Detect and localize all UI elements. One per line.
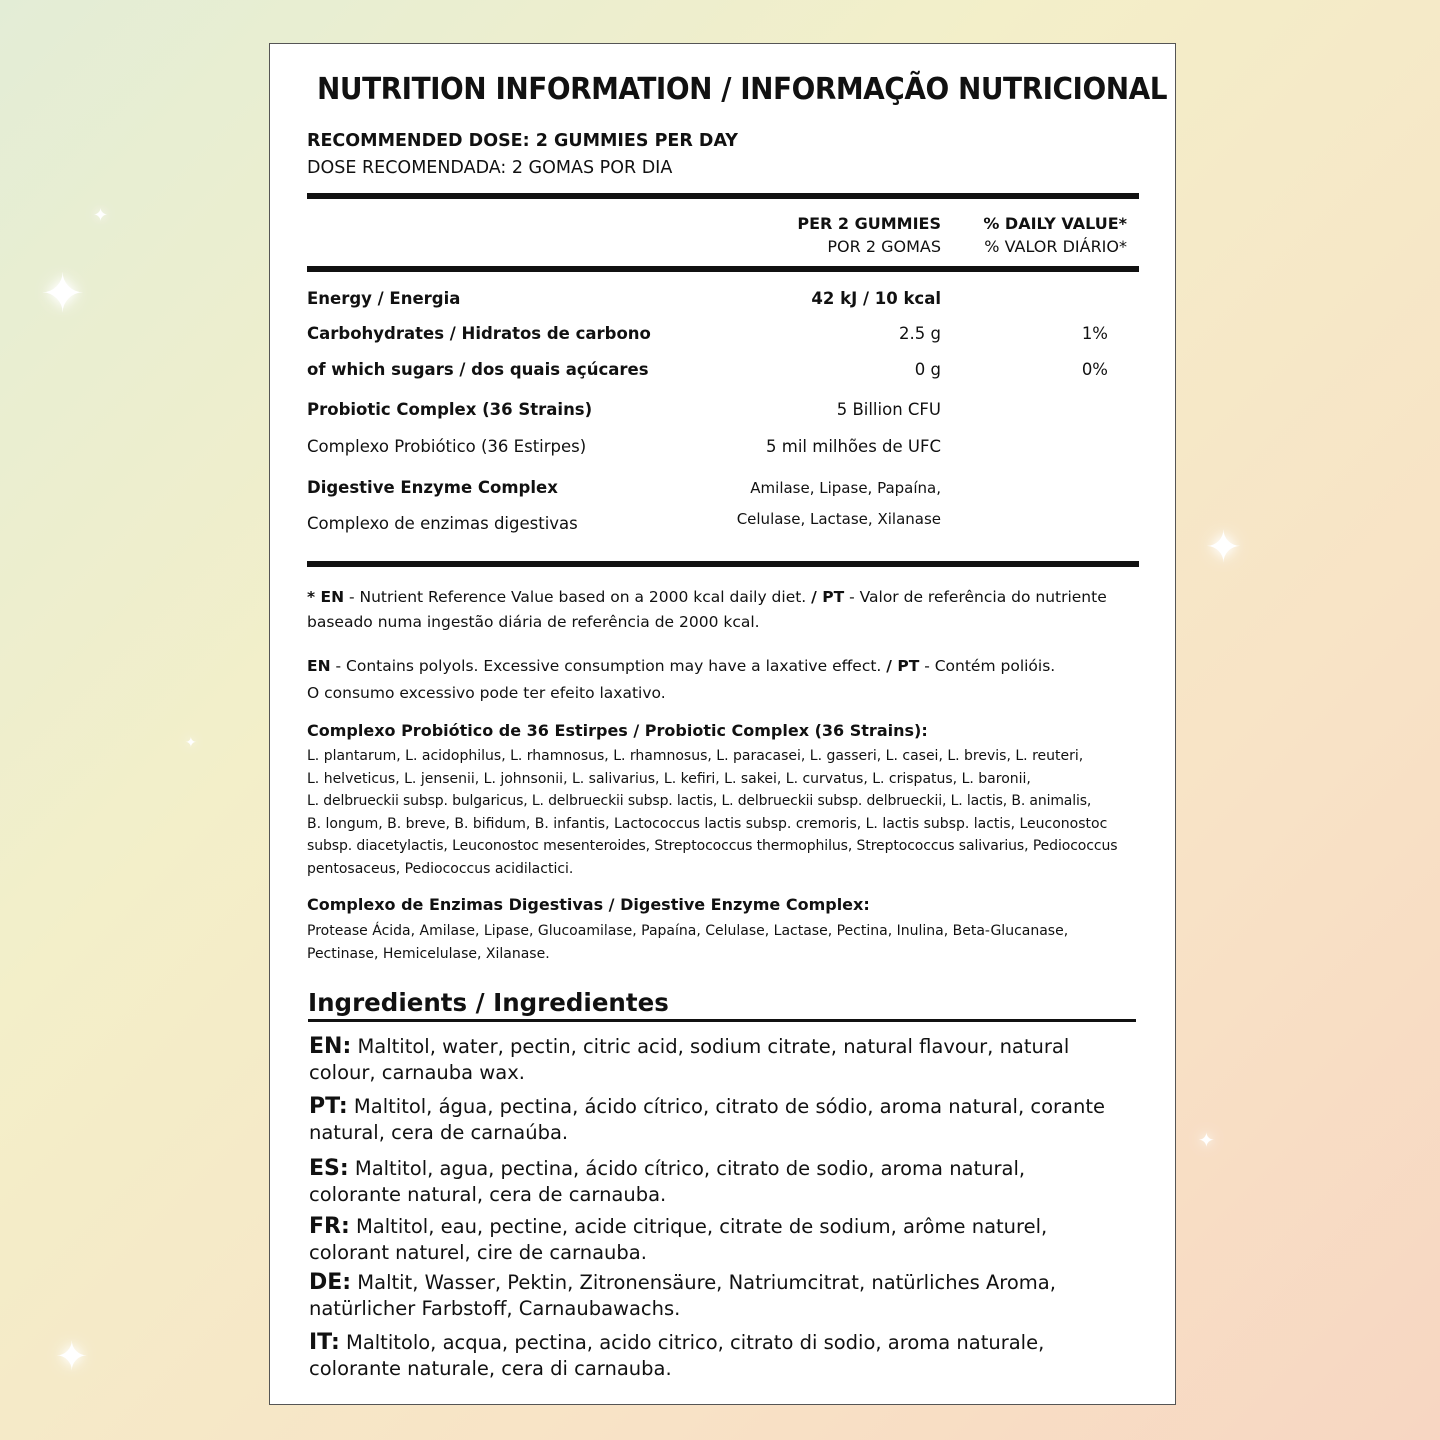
header-dv-en: % DAILY VALUE* (983, 214, 1127, 233)
header-per-serving (797, 212, 941, 258)
enzyme-line: Pectinase, Hemicelulase, Xilanase. (307, 945, 550, 962)
lang-tag-en: EN: (309, 1034, 352, 1059)
ingredients-de (309, 1270, 1109, 1322)
strain-line: B. longum, B. breve, B. bifidum, B. infantis, Lactococcus lactis subsp. cremoris, L. lactis subsp. lactis, Leuconostoc (307, 815, 1108, 832)
lang-tag-fr: FR: (309, 1214, 350, 1239)
row-pct-sugars: 0% (1081, 360, 1108, 379)
row-label-probiotic-pt: Complexo Probiótico (36 Estirpes) (307, 437, 587, 456)
polyols-line2: O consumo excessivo pode ter efeito laxativo. (307, 684, 666, 702)
row-value-probiotic-en: 5 Billion CFU (836, 400, 941, 419)
row-label-enzyme-pt: Complexo de enzimas digestivas (307, 514, 578, 533)
polyols-text-en: - Contains polyols. Excessive consumption may have a laxative effect. (330, 657, 887, 675)
row-label-carbohydrates: Carbohydrates / Hidratos de carbono (307, 324, 651, 343)
strain-line: L. plantarum, L. acidophilus, L. rhamnosus, L. rhamnosus, L. paracasei, L. gasseri, L. casei, L. brevis, L. reuteri, (307, 748, 1084, 764)
ingredients-en (309, 1034, 1109, 1086)
note-text-pt: - Valor de referência do nutriente (844, 588, 1107, 606)
sparkle-icon: ✦ (93, 205, 109, 226)
polyols-tag-en: EN (307, 657, 331, 675)
strain-line: subsp. diacetylactis, Leuconostoc mesenteroides, Streptococcus thermophilus, Streptococcus salivarius, Pediococcus (307, 838, 1118, 855)
sparkle-icon: ✦ (1198, 1128, 1215, 1152)
recommended-dose-en: RECOMMENDED DOSE: 2 GUMMIES PER DAY (307, 131, 738, 151)
row-value-enzyme-line2: Celulase, Lactase, Xilanase (736, 510, 941, 528)
ingredients-text-fr: Maltitol, eau, pectine, acide citrique, citrate de sodium, arôme naturel, colorant naturel, cire de carnauba. (309, 1215, 1048, 1264)
strain-line: pentosaceus, Pediococcus acidilactici. (307, 860, 574, 877)
note-line2: baseado numa ingestão diária de referência de 2000 kcal. (307, 613, 760, 631)
ingredients-text-pt: Maltitol, água, pectina, ácido cítrico, citrato de sódio, aroma natural, corante natural, cera de carnaúba. (309, 1095, 1105, 1144)
polyols-warning (307, 653, 1055, 707)
divider-thick (307, 561, 1139, 567)
row-value-sugars: 0 g (914, 360, 941, 379)
header-per-pt: POR 2 GOMAS (827, 237, 941, 256)
row-pct-carbohydrates: 1% (1081, 324, 1108, 343)
probiotic-strains-list (307, 745, 1117, 881)
row-value-carbohydrates: 2.5 g (899, 324, 941, 343)
divider-thick (307, 193, 1139, 199)
note-text-en: - Nutrient Reference Value based on a 2000 kcal daily diet. (344, 588, 812, 606)
reference-value-note (307, 585, 1107, 635)
row-value-enzyme-line1: Amilase, Lipase, Papaína, (750, 479, 941, 497)
ingredients-text-de: Maltit, Wasser, Pektin, Zitronensäure, Natriumcitrat, natürliches Aroma, natürlicher Farbstoff, Carnaubawachs. (309, 1271, 1056, 1320)
lang-tag-it: IT: (309, 1330, 340, 1355)
ingredients-title: Ingredients / Ingredientes (308, 988, 669, 1017)
header-per-en: PER 2 GUMMIES (797, 214, 941, 233)
strain-line: L. delbrueckii subsp. bulgaricus, L. delbrueckii subsp. lactis, L. delbrueckii subsp. delbrueckii, L. lactis, B. animalis, (307, 793, 1092, 810)
polyols-text-pt: - Contém polióis. (919, 657, 1056, 675)
nutrition-label-card (269, 43, 1176, 1405)
sparkle-icon: ✦ (185, 735, 197, 751)
ingredients-pt (309, 1094, 1109, 1146)
sparkle-icon: ✦ (1205, 522, 1242, 573)
ingredients-text-it: Maltitolo, acqua, pectina, acido citrico, citrato di sodio, aroma naturale, colorante naturale, cera di carnauba. (309, 1331, 1045, 1380)
lang-tag-de: DE: (309, 1270, 352, 1295)
row-label-probiotic-en: Probiotic Complex (36 Strains) (307, 400, 593, 419)
sparkle-icon: ✦ (55, 1334, 89, 1380)
header-dv-pt: % VALOR DIÁRIO* (984, 237, 1127, 256)
divider-thick (307, 266, 1139, 272)
lang-tag-es: ES: (309, 1156, 349, 1181)
polyols-tag-pt: / PT (886, 657, 920, 675)
enzyme-list (307, 920, 1068, 965)
row-value-energy: 42 kJ / 10 kcal (811, 289, 941, 308)
lang-tag-pt: PT: (309, 1094, 348, 1119)
page-title: NUTRITION INFORMATION / INFORMAÇÃO NUTRICIONAL (317, 72, 1168, 107)
ingredients-underline (308, 1019, 1136, 1022)
recommended-dose-pt: DOSE RECOMENDADA: 2 GOMAS POR DIA (307, 158, 673, 178)
header-daily-value (983, 212, 1127, 258)
ingredients-es (309, 1156, 1109, 1208)
note-tag-en: * EN (307, 588, 345, 606)
ingredients-it (309, 1330, 1109, 1382)
row-label-sugars: of which sugars / dos quais açúcares (307, 360, 649, 379)
enzyme-heading: Complexo de Enzimas Digestivas / Digestive Enzyme Complex: (307, 895, 870, 914)
sparkle-icon: ✦ (40, 262, 86, 325)
row-label-enzyme-en: Digestive Enzyme Complex (307, 478, 558, 497)
row-value-probiotic-pt: 5 mil milhões de UFC (766, 437, 941, 456)
strain-line: L. helveticus, L. jensenii, L. johnsonii, L. salivarius, L. kefiri, L. sakei, L. curvatus, L. crispatus, L. baronii, (307, 770, 1031, 787)
enzyme-line: Protease Ácida, Amilase, Lipase, Glucoamilase, Papaína, Celulase, Lactase, Pectina, Inulina, Beta-Glucanase, (307, 923, 1069, 939)
ingredients-fr (309, 1214, 1109, 1266)
ingredients-text-en: Maltitol, water, pectin, citric acid, sodium citrate, natural flavour, natural colour, carnauba wax. (309, 1035, 1070, 1084)
probiotic-strains-heading: Complexo Probiótico de 36 Estirpes / Probiotic Complex (36 Strains): (307, 721, 928, 740)
ingredients-text-es: Maltitol, agua, pectina, ácido cítrico, citrato de sodio, aroma natural, colorante natural, cera de carnauba. (309, 1157, 1026, 1206)
note-tag-pt: / PT (811, 588, 845, 606)
row-label-energy: Energy / Energia (307, 289, 461, 308)
